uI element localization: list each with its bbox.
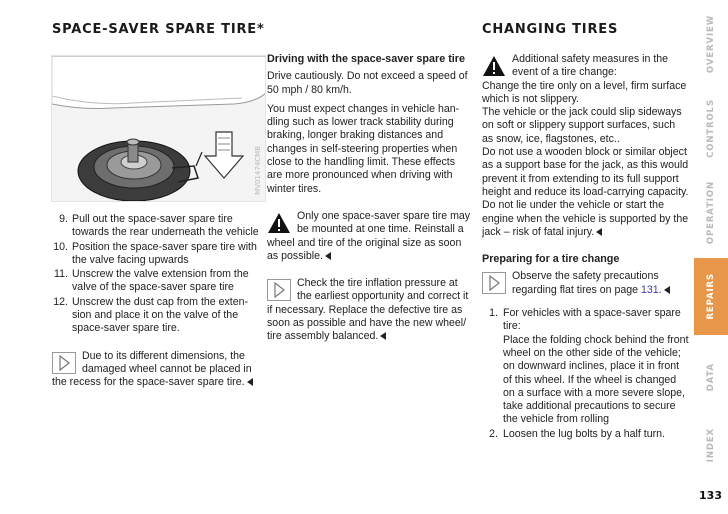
speed-paragraph: Drive cautiously. Do not exceed a speed of 50 mph / 80 km/h. bbox=[267, 70, 468, 96]
warning-line: Change the tire only on a level, firm surface which is not slippery. bbox=[482, 79, 687, 105]
tab-controls[interactable]: CONTROLS bbox=[706, 98, 716, 158]
tab-repairs[interactable]: REPAIRS bbox=[694, 258, 728, 335]
figure-code: MV01474CMB bbox=[254, 146, 262, 195]
tab-index[interactable]: INDEX bbox=[706, 427, 716, 463]
section-title-spare-tire: SPACE-SAVER SPARE TIRE* bbox=[52, 22, 265, 37]
list-item: 1. For vehicles with a space-saver spare tire: Place the folding chock behind the front wheel on the other side of the vehicle; on downward inclines, place it in front of this wheel. If the wheel is changed on a surface with a more severe slope, take additional precautions to secure the vehicle from rolling bbox=[489, 307, 689, 426]
warning-line: Do not lie under the vehicle or start the engine when the vehicle is supported by the jack – risk of fatal injury. bbox=[482, 199, 689, 238]
tab-operation[interactable]: OPERATION bbox=[706, 181, 716, 245]
warning-triangle-icon bbox=[267, 212, 291, 234]
end-mark-icon bbox=[596, 228, 602, 236]
note-arrow-icon bbox=[482, 272, 506, 294]
preparing-subtitle: Preparing for a tire change bbox=[482, 253, 620, 266]
spare-tire-illustration bbox=[51, 55, 266, 202]
note-arrow-icon bbox=[267, 279, 291, 301]
list-item: 12. Unscrew the dust cap from the extension and place it on the valve of the space-saver spare tire. bbox=[53, 295, 249, 335]
warning-line: Do not use a wooden block or similar object as a support base for the jack, as this would prevent it from extending to its full support height and reduce its load-carrying capacity. bbox=[482, 146, 689, 198]
tire-change-steps bbox=[482, 307, 689, 441]
spare-tire-steps bbox=[52, 213, 259, 336]
page-number: 133 bbox=[699, 489, 722, 502]
chapter-tabs bbox=[694, 0, 728, 470]
end-mark-icon bbox=[380, 332, 386, 340]
handling-paragraph: You must expect changes in vehicle handling such as lower track stability during braking, longer braking distances and changes in self-steering properties when close to the handling limit. These effects are more pronounced when driving with winter tires. bbox=[267, 102, 460, 195]
spare-tire-drawing bbox=[52, 56, 266, 202]
inflation-note: Check the tire inflation pressure at the earliest opportunity and correct it if necessary. Replace the defective tire as soon as possible and have the new wheel/ tire assembly balanced. bbox=[267, 277, 469, 343]
left-column bbox=[52, 213, 259, 400]
middle-column bbox=[267, 53, 473, 354]
list-item: 10. Position the space-saver spare tire with the valve facing upwards bbox=[53, 240, 257, 266]
end-mark-icon bbox=[247, 378, 253, 386]
end-mark-icon bbox=[664, 286, 670, 294]
page-reference-link[interactable]: 131 bbox=[640, 283, 659, 296]
list-item: 2. Loosen the lug bolts by a half turn. bbox=[489, 427, 665, 440]
list-item: 11. Unscrew the valve extension from the valve of the space-saver spare tire bbox=[54, 268, 249, 294]
end-mark-icon bbox=[325, 252, 331, 260]
one-spare-warning: Only one space-saver spare tire may be mounted at one time. Reinstall a wheel and tire of the original size as soon as possible. bbox=[267, 209, 471, 262]
section-title-changing-tires: CHANGING TIRES bbox=[482, 22, 619, 37]
tab-overview[interactable]: OVERVIEW bbox=[706, 14, 716, 74]
warning-triangle-icon bbox=[482, 55, 506, 77]
warning-line: The vehicle or the jack could slip sideways on soft or slippery support surfaces, such as snow, ice, flagstones, etc.. bbox=[482, 106, 682, 145]
flat-tire-note: Observe the safety precautions regarding flat tires on page 131. bbox=[482, 270, 689, 297]
note-arrow-icon bbox=[52, 352, 76, 374]
driving-subtitle: Driving with the space-saver spare tire bbox=[267, 53, 466, 65]
safety-warning: Additional safety measures in the event of a tire change: bbox=[482, 53, 689, 80]
list-item: 9. Pull out the space-saver spare tire towards the rear underneath the vehicle bbox=[59, 213, 259, 239]
tab-data[interactable]: DATA bbox=[706, 363, 716, 392]
right-column bbox=[482, 53, 689, 442]
damaged-wheel-note: Due to its different dimensions, the damaged wheel cannot be placed in the recess for the space-saver spare tire. bbox=[52, 349, 252, 389]
